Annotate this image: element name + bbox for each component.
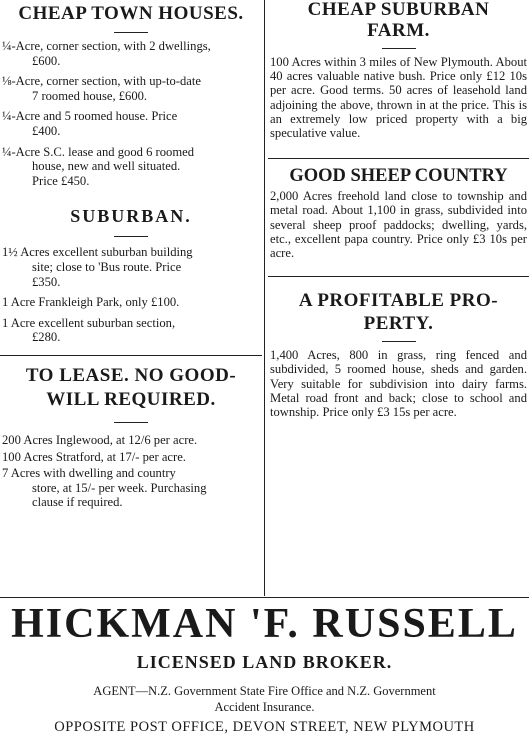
agent-line: AGENT—N.Z. Government State Fire Office and N.Z. Government: [93, 684, 436, 698]
to-lease-heading-line-2: WILL REQUIRED.: [46, 388, 216, 410]
listing-price: clause if required.: [32, 495, 123, 510]
listing-detail: house, new and well situated.: [32, 159, 181, 174]
listing-price: £600.: [32, 53, 61, 68]
listing-item: [0, 466, 262, 510]
heading-dash: [114, 32, 148, 33]
suburban-farm-description: 100 Acres within 3 miles of New Plymouth. About 40 acres valuable native bush. Price only £12 10s per acre. Good terms. 50 acres of leasehold land adjoining the above, thrown in at the price. This is an extremely low priced property with a big speculative value.: [270, 55, 527, 141]
listing-item: [0, 450, 262, 465]
right-column: [268, 0, 529, 419]
sheep-country-description: 2,000 Acres freehold land close to township and metal road. About 1,100 in grass, subdivided into several sheep proof paddocks; dwelling, yards, etc., excellent papa country. Price only £3 10s per acre.: [270, 189, 527, 261]
listing-lead: 1 Acre excellent suburban section,: [2, 315, 176, 330]
listing-price: £280.: [32, 330, 61, 345]
listing-item: [0, 39, 262, 68]
section-rule: [268, 276, 529, 277]
listing-item: [0, 245, 262, 289]
footer-top-rule: [0, 597, 529, 598]
suburban-farm-heading: CHEAP SUBURBAN: [307, 0, 490, 20]
heading-dash: [382, 48, 416, 49]
listing-lead: 200 Acres Inglewood, at 12/6 per acre.: [2, 432, 198, 447]
listing-lead: ¼-Acre, corner section, with 2 dwellings,: [2, 39, 211, 53]
listing-lead: 7 Acres with dwelling and country: [2, 466, 176, 481]
listing-price: £350.: [32, 274, 61, 289]
listing-lead: 1½ Acres excellent suburban building: [2, 245, 193, 260]
profitable-property-heading-line-2: PERTY.: [363, 313, 434, 335]
town-houses-heading: CHEAP TOWN HOUSES.: [18, 3, 244, 24]
suburban-heading: SUBURBAN.: [70, 206, 192, 227]
listing-detail: store, at 15/- per week. Purchasing: [32, 480, 207, 495]
broker-title: LICENSED LAND BROKER.: [136, 652, 393, 672]
profitable-property-heading: A PROFITABLE PRO-: [298, 290, 499, 312]
left-column: [0, 0, 262, 516]
listing-item: [0, 316, 262, 345]
heading-dash: [114, 422, 148, 423]
address-line: OPPOSITE POST OFFICE, DEVON STREET, NEW PLYMOUTH: [54, 719, 475, 735]
sheep-country-heading: GOOD SHEEP COUNTRY: [289, 166, 508, 187]
heading-dash: [382, 341, 416, 342]
listing-item: [0, 74, 262, 103]
column-divider: [264, 0, 265, 596]
listing-item: [0, 295, 262, 310]
listing-lead: 1 Acre Frankleigh Park, only £100.: [2, 295, 180, 310]
listing-detail: site; close to 'Bus route. Price: [32, 259, 182, 274]
heading-dash: [114, 236, 148, 237]
listing-item: [0, 433, 262, 448]
broker-name: HICKMAN 'F. RUSSELL: [11, 601, 518, 647]
listing-item: [0, 145, 262, 189]
listing-lead: ¼-Acre and 5 roomed house. Price: [2, 109, 178, 124]
section-rule: [0, 355, 262, 356]
agent-line-2: Accident Insurance.: [214, 700, 315, 714]
listing-lead: ⅛-Acre, corner section, with up-to-date: [2, 74, 201, 89]
suburban-farm-heading-line-2: FARM.: [367, 20, 430, 41]
listing-detail: 7 roomed house, £600.: [32, 88, 148, 103]
listing-lead: ¼-Acre S.C. lease and good 6 roomed: [2, 144, 195, 159]
listing-price: £400.: [32, 123, 61, 138]
profitable-property-description: 1,400 Acres, 800 in grass, ring fenced and subdivided, 5 roomed house, sheds and garden. Very suitable for subdivision into dairy farms. Metal road front and back; close to school and township. Price only £3 15s per acre.: [270, 348, 527, 420]
listing-lead: 100 Acres Stratford, at 17/- per acre.: [2, 449, 186, 464]
to-lease-heading: TO LEASE. NO GOOD-: [25, 364, 237, 386]
listing-price: Price £450.: [32, 173, 90, 188]
listing-item: [0, 109, 262, 138]
section-rule: [268, 158, 529, 159]
